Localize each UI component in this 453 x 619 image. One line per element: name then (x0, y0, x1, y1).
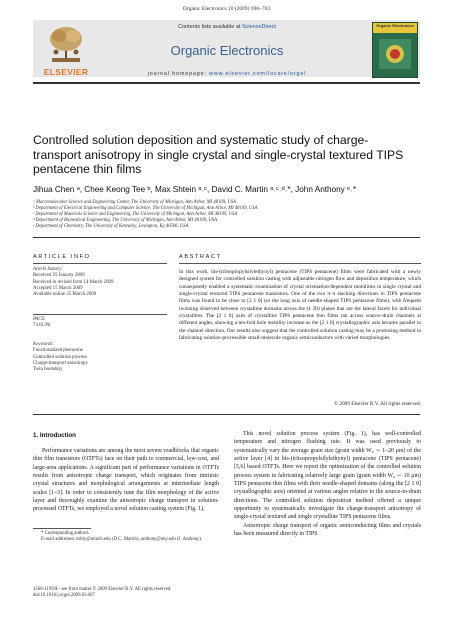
corresponding-note: * Corresponding authors. (41, 531, 90, 536)
keyword: Functionalized pentacene (33, 348, 83, 354)
history-entry: Accepted 15 March 2009 (33, 285, 83, 291)
affiliation: ᶜ Department of Materials Science and Engineering, The University of Michigan, Ann Arbor, MI 48109, USA (33, 212, 238, 217)
journal-homepage (112, 71, 342, 77)
elsevier-tree-logo-icon (36, 22, 96, 72)
affiliation: ᵃ Macromolecular Science and Engineering Center, The University of Michigan, Ann Arbor, MI 48109, USA (33, 200, 237, 205)
issn-line: 1566-1199/$ - see front matter © 2009 Elsevier B.V. All rights reserved. (33, 587, 172, 592)
history-entry: Available online 25 March 2009 (33, 292, 97, 298)
abstract-rule (179, 263, 421, 264)
history-label: Article history: (33, 267, 63, 272)
affiliation: ᵈ Department of Biomedical Engineering, The University of Michigan, Ann Arbor, MI 48109, USA (33, 218, 217, 223)
affiliation-rule (33, 237, 420, 238)
abstract-bottom-rule (33, 414, 420, 415)
intro-paragraph: Performance variations are among the most severe roadblocks that organic thin film transistors (OTFTs) face on their path to commercial, low-cost, and large-area applications. A significant part of performance variations in OTFTs results from anisotropic charge transport, which originates from intrinsic crystal structures and morphological arrangements at intermediate length scales [1–3]. In order to consistently tune the film morphology of the active layer and thoroughly examine the anisotropic charge transport in solution-processed OTFTs, we employed a novel solution casting system (Fig. 1). (33, 448, 219, 513)
intro-left-column (33, 447, 219, 514)
pacs-label: PACS: (33, 317, 46, 322)
doi-line[interactable]: doi:10.1016/j.orgel.2009.03.007 (33, 593, 95, 598)
keyword: Charge-transport anisotropy (33, 360, 88, 366)
history-entry: Received 25 January 2009 (33, 273, 85, 279)
keyword: Controlled solution process (33, 354, 87, 360)
affiliation: ᵇ Department of Electrical Engineering and Computer Science, The University of Michigan, Ann Arbor, MI 48109, USA (33, 206, 258, 211)
keywords-block (33, 342, 173, 373)
cover-title: Organic Electronics (376, 23, 414, 28)
article-title: Controlled solution deposition and systematic study of charge-transport anisotropy in single crystal and single-crystal textured TIPS pentacene thin films (33, 133, 404, 176)
journal-cover-image (372, 22, 418, 78)
running-head: Organic Electronics 10 (2009) 696–703 (182, 6, 271, 12)
homepage-prefix: journal homepage: (147, 71, 210, 77)
introduction-heading: 1. Introduction (33, 432, 76, 439)
publication-info (33, 587, 253, 599)
pacs-block (33, 317, 173, 330)
contents-availability (112, 24, 342, 30)
abstract-text: In this work, bis-(triisopropylsilylethynyl) pentacene (TIPS pentacene) films were fabricated with a newly designed system for controlled solution casting with adjustable nitrogen flow and deposition temperature, which consequently enabled a systematic examination of crystal orientation-dependent mobilities in single crystal and single-crystal textured TIPS pentacene transistors. One of the two π–π stacking directions in TIPS pentacene films was found to be close to [2 1 0] (or the long axis of needle-shaped TIPS pentacene films), with frequent twinning observed between crystalline domains across the (1 2̄0) planes that are the lateral facets for individual crystallites. The [2 1 0] axes of crystalline TIPS pentacene thin films ran across source–drain channels at different angles, showing a ten-fold hole mobility increase as the [2 1 0] crystallographic axis became parallel to the channel direction. Our results also suggest that the controlled solution casting may be a promising method in fabricating solution-processible small-molecule organic semiconductors with varied morphologies. (179, 269, 421, 342)
keywords-label: Keywords: (33, 342, 55, 347)
footnotes (33, 531, 219, 543)
contents-prefix: Contents lists available at (178, 24, 242, 30)
author-list: Jihua Chen ᵃ, Chee Keong Tee ᵇ, Max Shtein ᵃ˒ᶜ, David C. Martin ᵃ˒ᶜ˒ᵈ˒*, John Anthony ᵉ˒* (33, 185, 357, 194)
sciencedirect-link[interactable]: ScienceDirect (241, 24, 276, 30)
history-entry: Received in revised form 14 March 2009 (33, 279, 114, 285)
abstract-heading: ABSTRACT (179, 254, 222, 260)
footnote-rule (33, 528, 91, 529)
abstract-copyright: © 2009 Elsevier B.V. All rights reserved. (333, 401, 421, 407)
affiliation: ᵉ Department of Chemistry, The University of Kentucky, Lexington, Ky 40506, USA (33, 224, 189, 229)
article-info-heading: ARTICLE INFO (33, 254, 91, 260)
cover-art-icon (379, 39, 411, 69)
homepage-link[interactable]: www.elsevier.com/locate/orgel (209, 71, 307, 77)
article-history (33, 267, 173, 298)
intro-right-column (234, 430, 421, 538)
article-info-rule (33, 263, 167, 264)
keyword: Twin boundary (33, 367, 63, 373)
header-rule (33, 82, 420, 84)
intro-paragraph: This novel solution process system (Fig. 1), has well-controlled temperature and nitrogen flushing rate. It was used previously to systematically vary the average grain size (grain width W₀ ∼ 1–20 μm) of the active layer [4] in bis-(triisopropylsilylethynyl) pentacene (TIPS pentacene) [5,6] based OTFTs. Here we report the optimization of the controlled solution process system in fabricating relatively large grain (grain width W₀ ∼ 10 μm) TIPS pentacene thin films with their needle-shaped domains (along the [2 1 0] crystallographic axis) oriented at various angles relative to the source-to-drain directions. The controlled solution deposition method offered a unique opportunity to systematically investigate the charge-transport anisotropy of single-crystal textured and single crystalline TIPS pentacene films. (234, 431, 421, 521)
email-note: E-mail addresses: milty@umich.edu (D.C. Martin), anthony@uky.edu (J. Anthony). (41, 537, 203, 542)
intro-paragraph: Anisotropic charge transport of organic semiconducting films and crystals has been measured directly in TIPS (234, 522, 421, 538)
publisher-wordmark: ELSEVIER (43, 67, 89, 77)
journal-name: Organic Electronics (170, 43, 284, 58)
pacs-code: 73.61.Ph (33, 323, 51, 329)
history-rule (33, 314, 167, 315)
